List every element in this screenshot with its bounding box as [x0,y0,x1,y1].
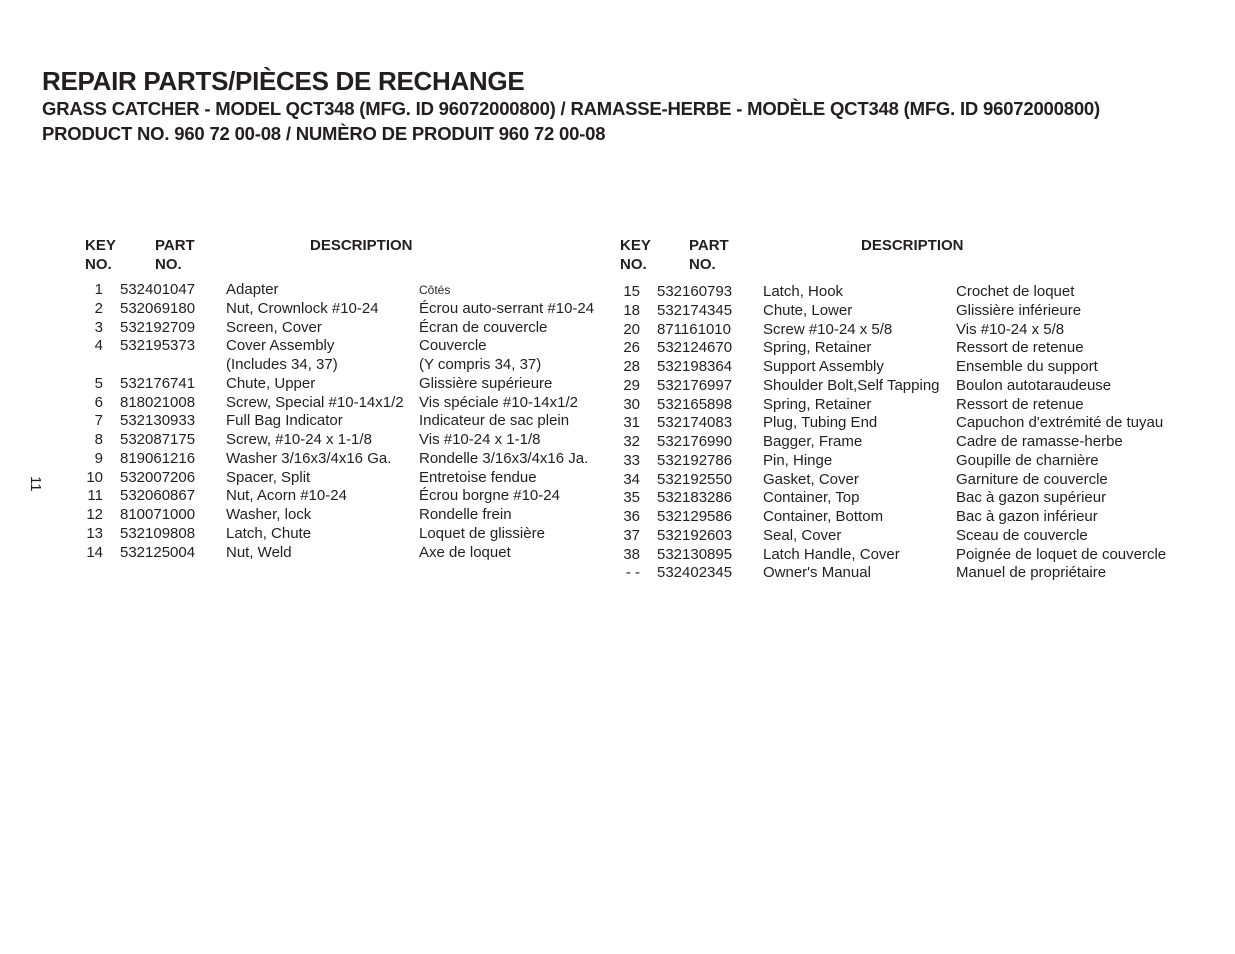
key-number: 34 [623,470,640,488]
parts-row [0,449,1235,471]
description-fr: Poignée de loquet de couvercle [956,545,1167,563]
part-number: 532125004 [120,543,196,561]
product-number-subtitle: PRODUCT NO. 960 72 00-08 / NUMÈRO DE PRODUIT 960 72 00-08 [42,123,606,144]
description-en: Washer 3/16x3/4x16 Ga. [226,449,392,467]
key-number: 32 [623,433,640,450]
page-number: 11 [27,476,44,492]
description-en: Chute, Upper [226,374,316,392]
key-number: 4 [94,337,103,355]
description-en: Pin, Hinge [763,451,833,469]
part-number: 532174083 [657,414,733,432]
part-number: 871161010 [657,320,731,338]
parts-row [0,393,1235,415]
key-number: 37 [623,526,640,544]
parts-row [0,318,1235,340]
description-fr: Vis #10-24 x 1-1/8 [419,431,541,448]
part-header-line2: NO. [155,256,182,273]
key-number: 11 [87,487,103,505]
description-fr: Manuel de propriétaire [956,564,1107,582]
description-fr: Vis spéciale #10-14x1/2 [419,393,578,411]
description-fr: Garniture de couvercle [956,470,1108,488]
key-number: 13 [86,524,103,542]
left-description-header: DESCRIPTION [310,237,413,254]
description-en: Full Bag Indicator [226,412,343,430]
key-number: 9 [94,449,103,467]
part-number: 532069180 [120,299,196,317]
description-fr: Glissière supérieure [419,374,553,392]
part-number: 818021008 [120,393,196,411]
part-number: 532130895 [657,545,733,563]
description-en: (Includes 34, 37) [226,356,338,373]
part-number: 532192786 [657,451,733,469]
description-fr: Loquet de glissière [419,524,545,542]
model-subtitle: GRASS CATCHER - MODEL QCT348 (MFG. ID 96072000800) / RAMASSE-HERBE - MODÈLE QCT348 (MFG. ID 96072000800) [42,98,1100,119]
key-number: 10 [86,468,103,486]
part-header-line1: PART [155,237,195,254]
part-number: 532192603 [657,526,733,544]
key-number: 15 [623,283,640,300]
description-en: Container, Bottom [763,508,884,525]
left-part-header [155,236,195,274]
description-fr: Rondelle frein [419,506,512,523]
parts-row [0,524,1235,546]
key-number: 14 [86,543,103,561]
description-fr: Ressort de retenue [956,395,1084,413]
description-en: Screen, Cover [226,318,322,336]
description-en: Seal, Cover [763,526,842,544]
key-header-line2: NO. [85,256,112,273]
description-fr: Vis #10-24 x 5/8 [956,320,1065,338]
description-fr: Capuchon d'extrémité de tuyau [956,414,1164,432]
description-fr: Bac à gazon supérieur [956,489,1107,507]
part-number: 810071000 [120,506,196,523]
right-parts-list [0,283,1235,583]
description-en: Latch, Hook [763,283,844,300]
description-en: Gasket, Cover [763,470,859,488]
part-number: 532195373 [120,337,196,355]
description-en: Nut, Weld [226,543,292,561]
right-description-header: DESCRIPTION [861,237,964,254]
description-en: Screw #10-24 x 5/8 [763,320,893,338]
description-fr: Boulon autotaraudeuse [956,376,1112,394]
key-number: 8 [94,431,103,448]
description-fr: Écrou auto-serrant #10-24 [419,299,595,317]
description-en: Nut, Crownlock #10-24 [226,299,379,317]
key-number: 2 [94,299,103,317]
left-key-header [85,236,116,274]
key-number: 36 [623,508,640,525]
key-number: 12 [86,506,103,523]
parts-row [0,508,1235,527]
part-number: 532130933 [120,412,196,430]
part-number: 532109808 [120,524,196,542]
key-number: 30 [623,395,640,413]
key-number: 35 [623,489,640,507]
parts-row [0,299,1235,321]
description-fr: Écran de couvercle [419,318,548,336]
part-number: 532176990 [657,433,733,450]
part-number: 532060867 [120,487,196,505]
part-number: 532174345 [657,301,733,319]
description-fr: Écrou borgne #10-24 [419,487,560,505]
parts-row [0,468,1235,490]
description-en: Cover Assembly [226,337,335,355]
key-number: 18 [623,301,640,319]
key-header-line1: KEY [620,237,651,254]
key-number: 20 [623,320,640,338]
parts-row [0,433,1235,452]
part-header-line1: PART [689,237,729,254]
part-number: 532183286 [657,489,733,507]
parts-row [0,358,1235,377]
parts-row [0,489,1235,508]
parts-row [0,564,1235,583]
description-fr: Côtés [419,283,451,297]
description-en: Container, Top [763,489,860,507]
description-fr: Rondelle 3/16x3/4x16 Ja. [419,449,589,467]
part-number: 532402345 [657,564,733,582]
description-en: Owner's Manual [763,564,871,582]
part-number: 532165898 [657,395,733,413]
part-number: 532176997 [657,376,733,394]
description-en: Chute, Lower [763,301,853,319]
description-fr: Entretoise fendue [419,468,537,486]
parts-row [0,339,1235,358]
description-en: Screw, #10-24 x 1-1/8 [226,431,372,448]
key-number: 1 [94,281,103,298]
key-number: 5 [94,374,103,392]
key-number: 6 [94,393,103,411]
description-en: Adapter [226,281,279,298]
part-number: 819061216 [120,449,196,467]
description-fr: Glissière inférieure [956,301,1082,319]
description-en: Latch, Chute [226,524,312,542]
description-en: Screw, Special #10-14x1/2 [226,393,404,411]
key-number: 26 [623,339,640,357]
parts-row [0,374,1235,396]
description-fr: Crochet de loquet [956,283,1075,300]
key-number: - - [625,564,640,582]
description-fr: Couvercle [419,337,487,355]
parts-row [0,283,1235,302]
description-fr: Ressort de retenue [956,339,1084,357]
description-fr: Sceau de couvercle [956,526,1088,544]
description-en: Shoulder Bolt,Self Tapping [763,376,940,394]
description-fr: Cadre de ramasse-herbe [956,433,1123,450]
description-fr: Goupille de charnière [956,451,1099,469]
description-en: Spacer, Split [226,468,311,486]
description-en: Spring, Retainer [763,339,872,357]
part-number: 532192550 [657,470,733,488]
part-number: 532401047 [120,281,196,298]
part-number: 532087175 [120,431,196,448]
part-number: 532192709 [120,318,196,336]
right-key-header [620,236,651,274]
description-fr: Bac à gazon inférieur [956,508,1098,525]
part-number: 532176741 [120,374,196,392]
part-number: 532124670 [657,339,733,357]
key-header-line2: NO. [620,256,647,273]
right-part-header [689,236,729,274]
part-number: 532007206 [120,468,196,486]
key-number: 28 [623,358,640,375]
part-number: 532160793 [657,283,733,300]
description-en: Bagger, Frame [763,433,863,450]
description-fr: (Y compris 34, 37) [419,356,542,373]
parts-row [0,543,1235,565]
key-number: 3 [94,318,103,336]
part-number: 532198364 [657,358,733,375]
key-number: 38 [623,545,640,563]
parts-row [0,414,1235,433]
key-header-line1: KEY [85,237,116,254]
description-fr: Axe de loquet [419,543,511,561]
page-title: REPAIR PARTS/PIÈCES DE RECHANGE [42,66,525,96]
key-number: 7 [94,412,103,430]
description-en: Nut, Acorn #10-24 [226,487,347,505]
key-number: 31 [623,414,640,432]
description-en: Plug, Tubing End [763,414,878,432]
key-number: 33 [623,451,640,469]
description-fr: Indicateur de sac plein [419,412,570,430]
key-number: 29 [623,376,640,394]
part-number: 532129586 [657,508,733,525]
description-en: Washer, lock [226,506,312,523]
part-header-line2: NO. [689,256,716,273]
description-en: Latch Handle, Cover [763,545,900,563]
description-en: Spring, Retainer [763,395,872,413]
description-fr: Ensemble du support [956,358,1098,375]
description-en: Support Assembly [763,358,884,375]
